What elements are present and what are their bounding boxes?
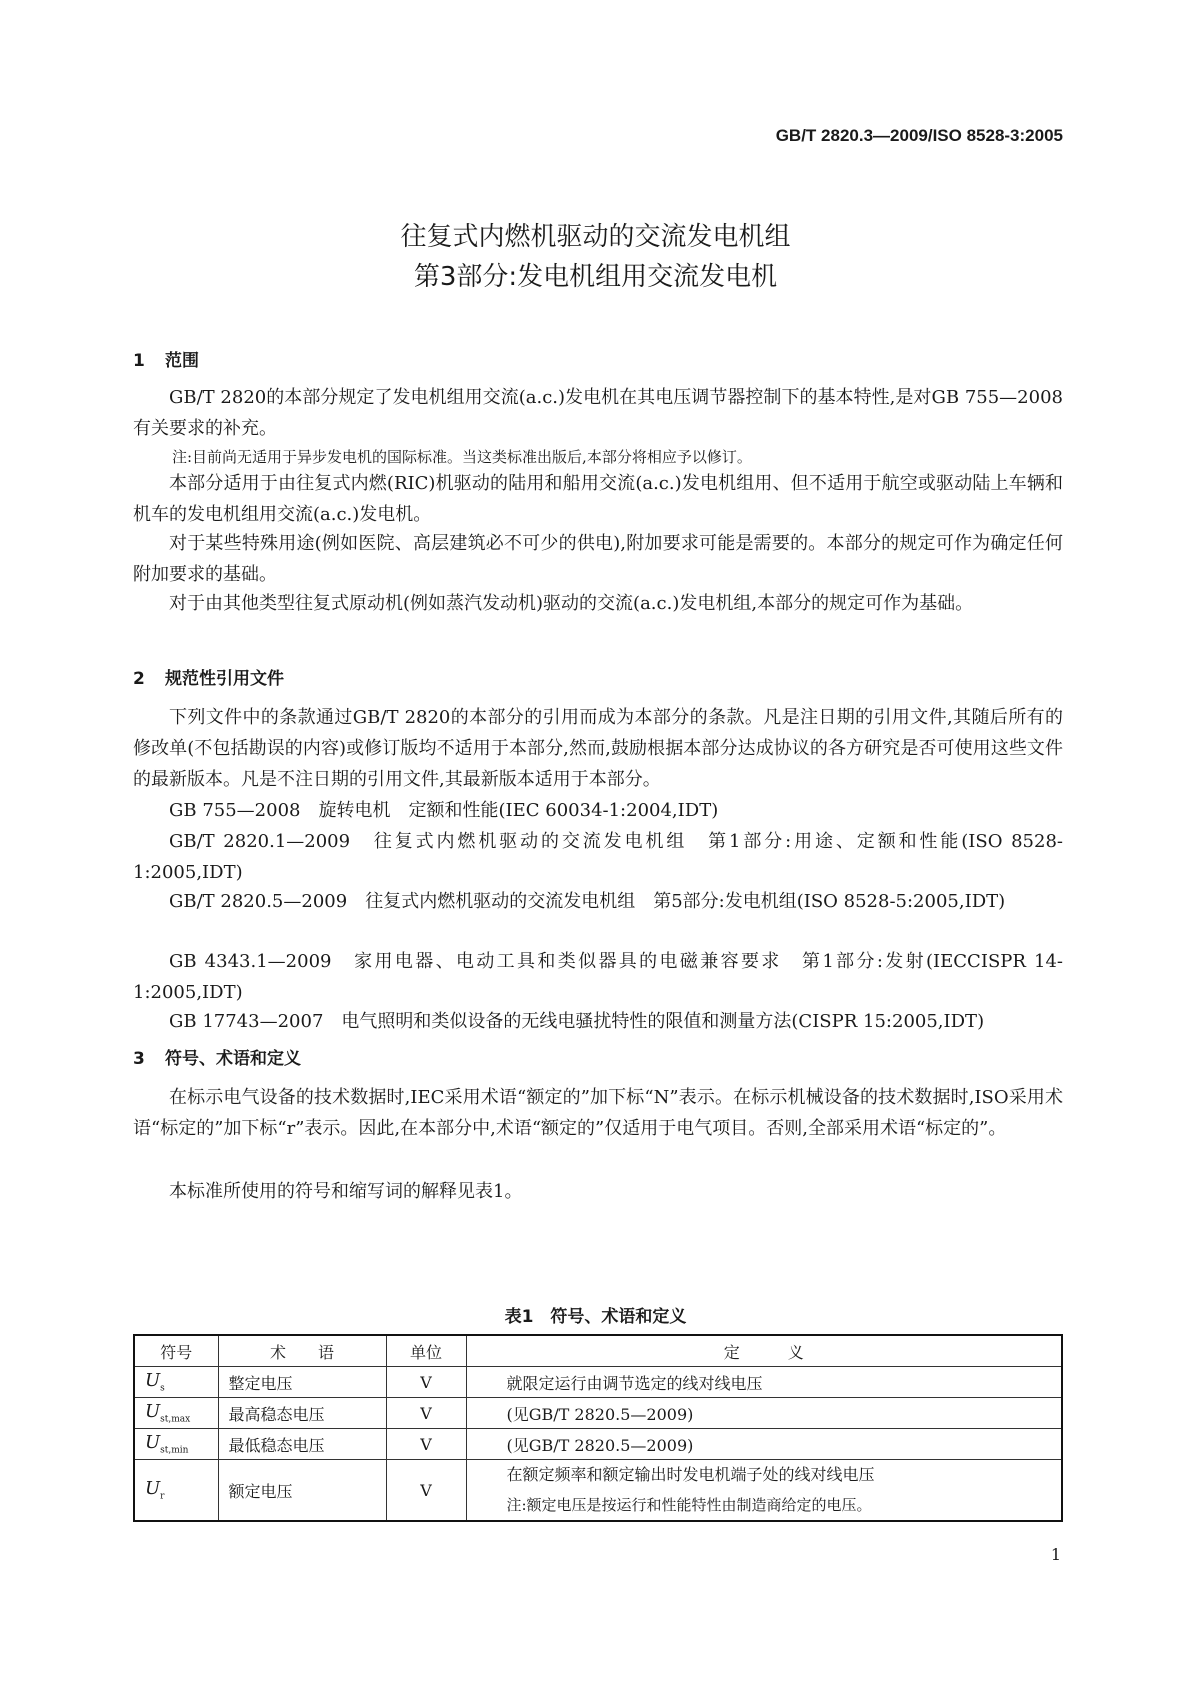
symbol: U [145, 1370, 161, 1392]
symbol: U [145, 1432, 161, 1454]
definition-cell: 就限定运行由调节选定的线对线电压 [466, 1367, 1062, 1398]
table-row [134, 1367, 1062, 1398]
header-term: 术 语 [218, 1335, 386, 1367]
term-cell: 整定电压 [218, 1367, 386, 1398]
symbol-cell [134, 1367, 218, 1398]
section-number: 3 [133, 1049, 145, 1069]
table-caption: 表1 符号、术语和定义 [504, 1307, 687, 1327]
symbol-cell [134, 1398, 218, 1429]
symbol-subscript: s [160, 1383, 165, 1394]
term-cell: 额定电压 [218, 1460, 386, 1522]
reference-item: GB 17743—2007 电气照明和类似设备的无线电骚扰特性的限值和测量方法(CISPR 15:2005,IDT) [169, 1011, 985, 1032]
section-number: 1 [133, 351, 145, 371]
symbol-cell [134, 1460, 218, 1522]
header-unit: 单位 [386, 1335, 466, 1367]
unit-cell: V [386, 1429, 466, 1460]
symbol: U [145, 1478, 161, 1500]
table-row [134, 1398, 1062, 1429]
symbol-cell [134, 1429, 218, 1460]
symbol-subscript: r [160, 1491, 165, 1502]
paragraph: GB/T 2820的本部分规定了发电机组用交流(a.c.)发电机在其电压调节器控制下的基本特性,是对GB 755—2008有关要求的补充。 [133, 387, 1063, 439]
reference-item: GB 755—2008 旋转电机 定额和性能(IEC 60034-1:2004,IDT) [169, 800, 719, 821]
symbol-subscript: st,min [160, 1445, 189, 1456]
page-number: 1 [1050, 1545, 1061, 1564]
table-row [134, 1429, 1062, 1460]
paragraph: 本部分适用于由往复式内燃(RIC)机驱动的陆用和船用交流(a.c.)发电机组用、但不适用于航空或驱动陆上车辆和机车的发电机组用交流(a.c.)发电机。 [133, 473, 1063, 525]
section-3-heading [133, 1044, 301, 1069]
definition-text: 在额定频率和额定输出时发电机端子处的线对线电压 [506, 1465, 875, 1484]
section-title: 规范性引用文件 [165, 669, 284, 689]
section-title: 范围 [165, 351, 199, 371]
definition-cell [466, 1460, 1062, 1522]
document-subtitle: 第3部分:发电机组用交流发电机 [413, 262, 778, 292]
note: 注:目前尚无适用于异步发电机的国际标准。当这类标准出版后,本部分将相应予以修订。 [172, 448, 752, 466]
standard-number: GB/T 2820.3—2009/ISO 8528-3:2005 [775, 126, 1063, 145]
symbol-subscript: st,max [160, 1414, 191, 1425]
definition-cell: (见GB/T 2820.5—2009) [466, 1429, 1062, 1460]
table-row [134, 1460, 1062, 1522]
table-header-row [134, 1335, 1062, 1367]
symbol: U [145, 1401, 161, 1423]
definition-note: 注:额定电压是按运行和性能特性由制造商给定的电压。 [506, 1496, 872, 1514]
definition-cell: (见GB/T 2820.5—2009) [466, 1398, 1062, 1429]
paragraph: 对于由其他类型往复式原动机(例如蒸汽发动机)驱动的交流(a.c.)发电机组,本部分的规定可作为基础。 [169, 593, 974, 614]
section-2-heading [133, 664, 284, 689]
header-symbol: 符号 [134, 1335, 218, 1367]
paragraph: 本标准所使用的符号和缩写词的解释见表1。 [169, 1181, 523, 1202]
document-title: 往复式内燃机驱动的交流发电机组 [400, 222, 791, 252]
header-definition: 定 义 [466, 1335, 1062, 1367]
unit-cell: V [386, 1367, 466, 1398]
section-number: 2 [133, 669, 145, 689]
section-1-heading [133, 346, 199, 371]
paragraph: 在标示电气设备的技术数据时,IEC采用术语“额定的”加下标“N”表示。在标示机械设备的技术数据时,ISO采用术语“标定的”加下标“r”表示。因此,在本部分中,术语“额定的”仅适用于电气项目。否则,全部采用术语“标定的”。 [133, 1087, 1063, 1139]
term-cell: 最低稳态电压 [218, 1429, 386, 1460]
reference-item: GB 4343.1—2009 家用电器、电动工具和类似器具的电磁兼容要求 第1部分:发射(IECCISPR 14-1:2005,IDT) [133, 951, 1063, 1003]
reference-item: GB/T 2820.5—2009 往复式内燃机驱动的交流发电机组 第5部分:发电机组(ISO 8528-5:2005,IDT) [169, 891, 1006, 912]
symbols-table [133, 1334, 1063, 1522]
paragraph: 下列文件中的条款通过GB/T 2820的本部分的引用而成为本部分的条款。凡是注日期的引用文件,其随后所有的修改单(不包括勘误的内容)或修订版均不适用于本部分,然而,鼓励根据本部分达成协议的各方研究是否可使用这些文件的最新版本。凡是不注日期的引用文件,其最新版本适用于本部分。 [133, 707, 1063, 790]
section-title: 符号、术语和定义 [165, 1049, 301, 1069]
paragraph: 对于某些特殊用途(例如医院、高层建筑必不可少的供电),附加要求可能是需要的。本部分的规定可作为确定任何附加要求的基础。 [133, 533, 1063, 585]
unit-cell: V [386, 1398, 466, 1429]
term-cell: 最高稳态电压 [218, 1398, 386, 1429]
unit-cell: V [386, 1460, 466, 1522]
reference-item: GB/T 2820.1—2009 往复式内燃机驱动的交流发电机组 第1部分:用途、定额和性能(ISO 8528-1:2005,IDT) [133, 831, 1063, 883]
